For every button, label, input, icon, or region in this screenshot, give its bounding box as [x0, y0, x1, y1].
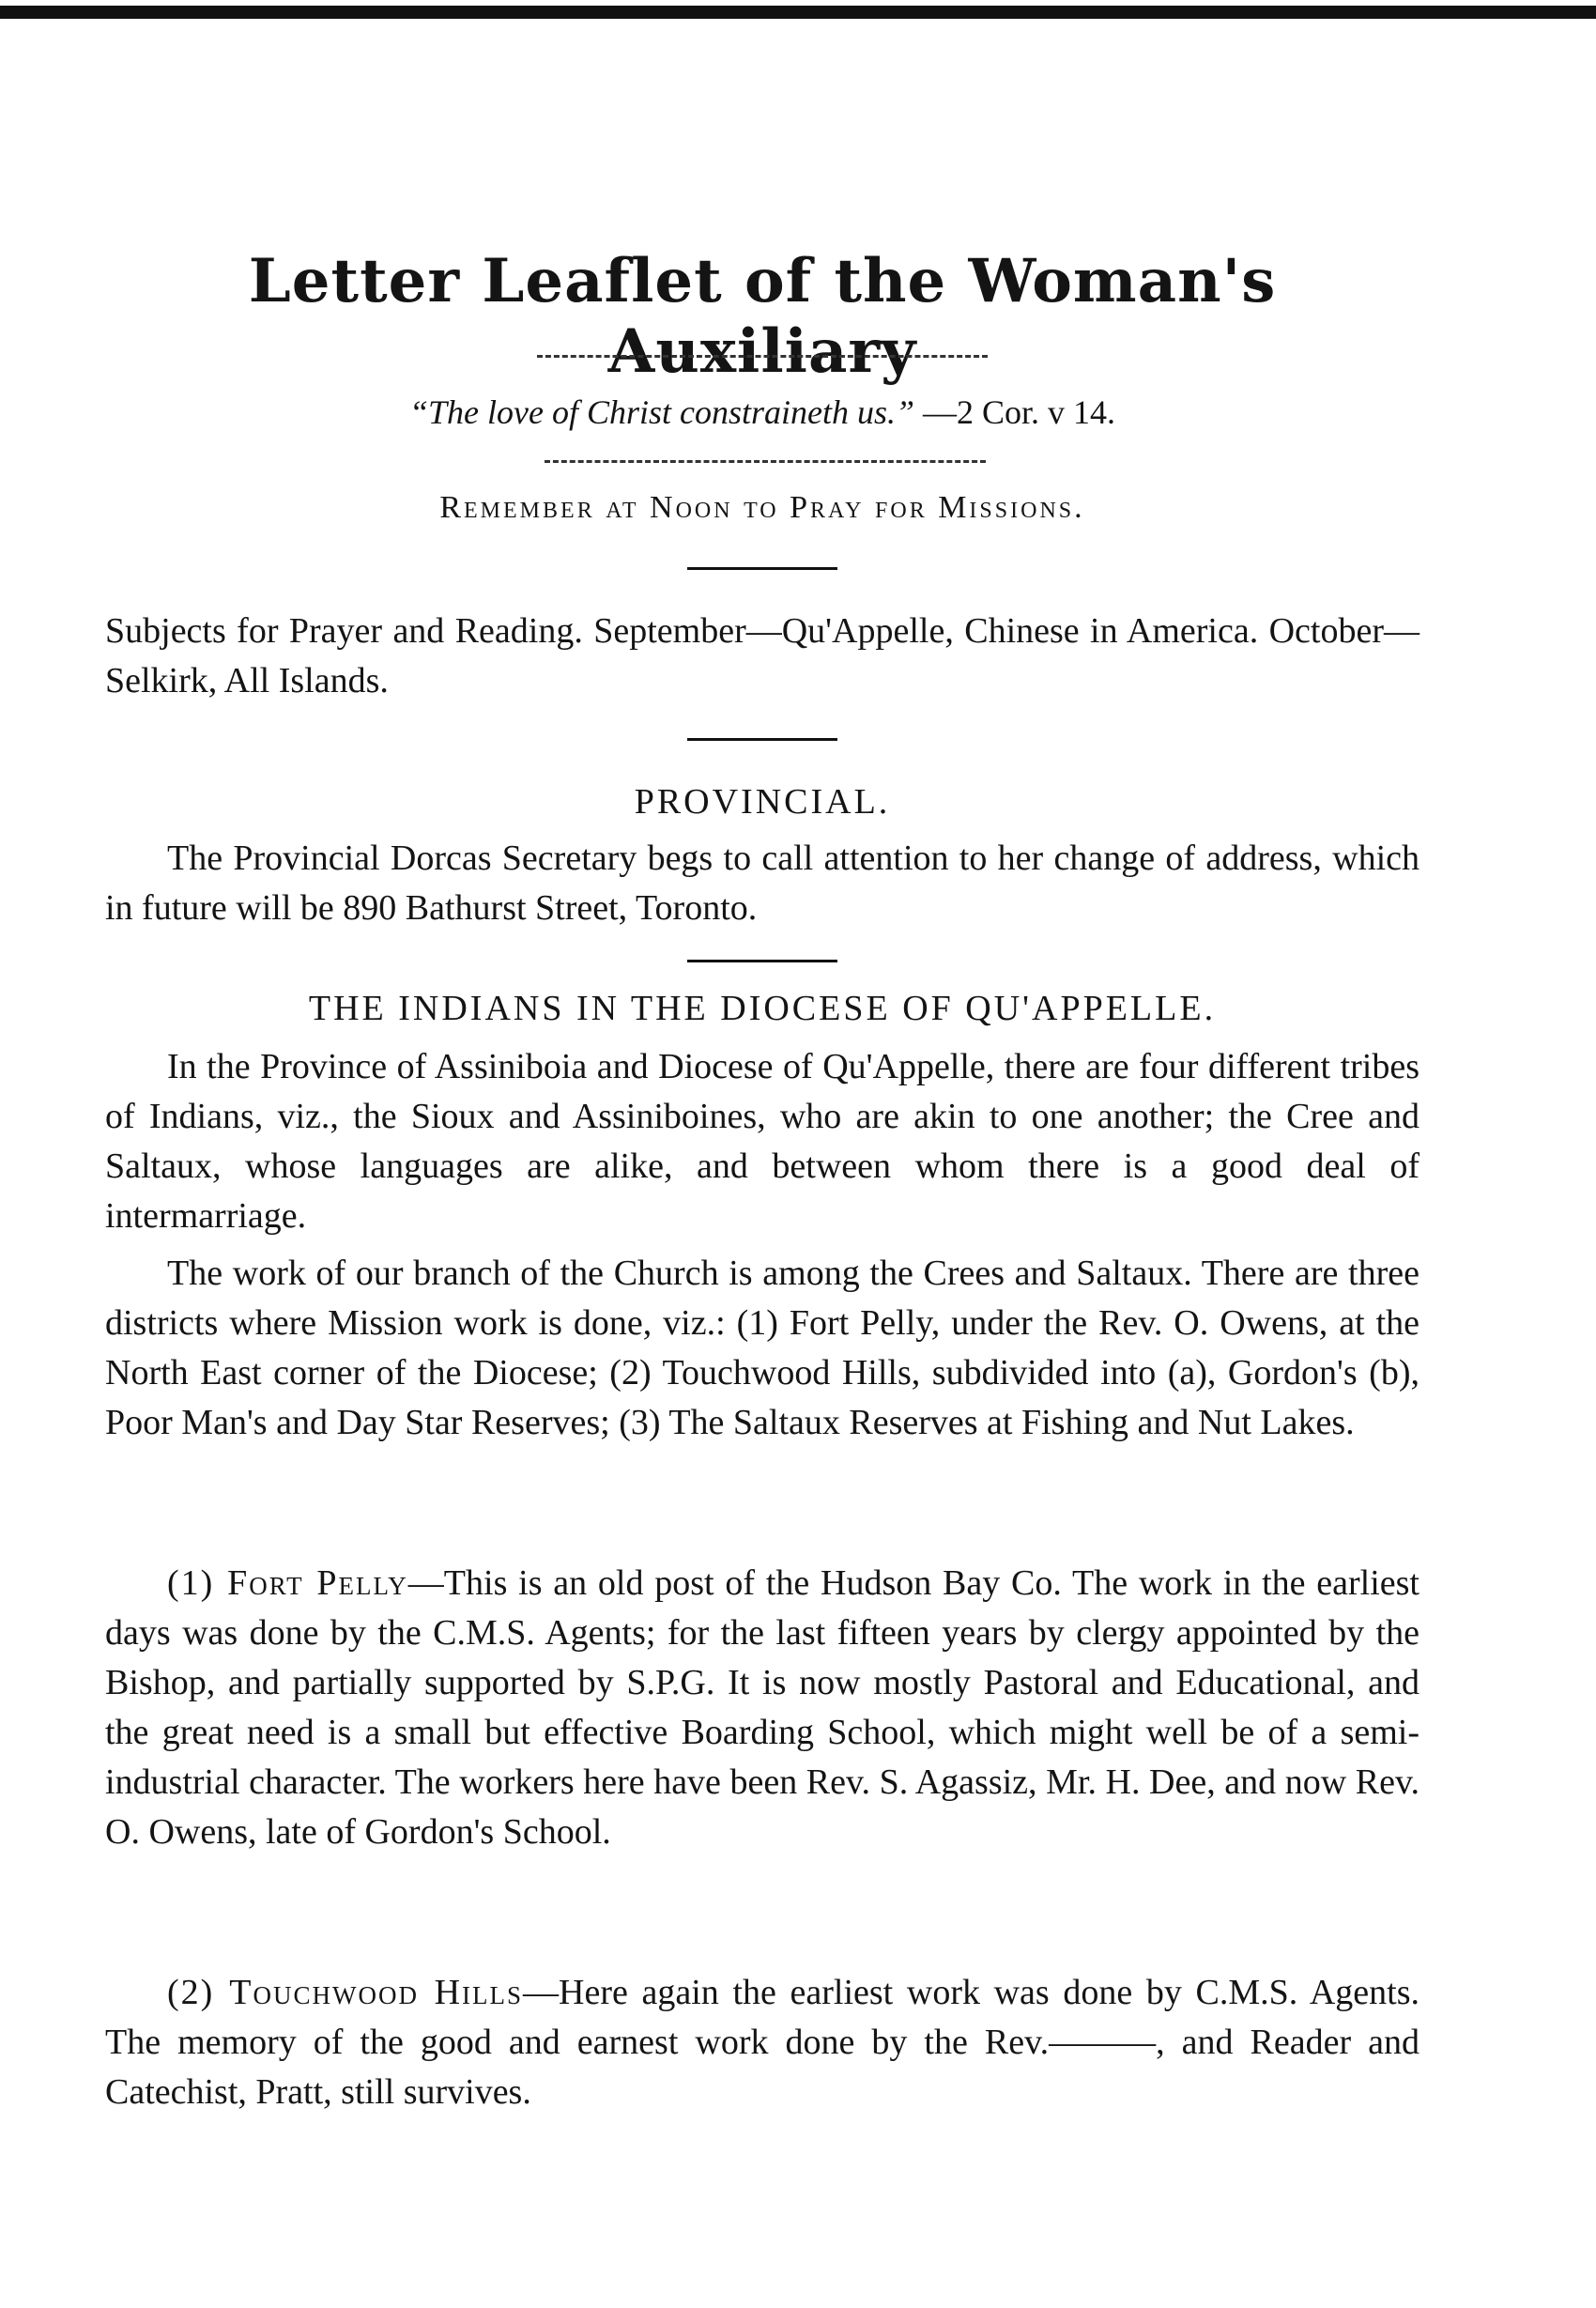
noon-reminder: Remember at Noon to Pray for Missions. — [439, 490, 1085, 525]
title-divider — [537, 355, 988, 358]
fort-pelly-label: (1) Fort Pelly — [167, 1563, 408, 1603]
provincial-heading: PROVINCIAL. — [634, 782, 891, 822]
epigraph-divider — [545, 460, 986, 463]
indians-heading: THE INDIANS IN THE DIOCESE OF QU'APPELLE. — [308, 989, 1217, 1028]
provincial-divider — [687, 960, 837, 962]
indians-paragraph-2: The work of our branch of the Church is among the Crees and Saltaux. There are three districts where Mission work is done, viz.: (1) Fort Pelly, under the Rev. O. Owens, at the North East corner of the Diocese; (2) Touchwood Hills, subdivided into (a), Gordon's (b), Poor Man's and Day Star Reserves; (3) The Saltaux Reserves at Fishing and Nut Lakes. — [105, 1254, 1420, 1442]
indians-paragraph-1: In the Province of Assiniboia and Diocese of Qu'Appelle, there are four different tribes of Indians, viz., the Sioux and Assiniboines, who are akin to one another; the Cree and Saltaux, whose languages are alike, and between whom there is a good deal of intermarriage. — [105, 1047, 1420, 1236]
noon-divider — [687, 567, 837, 570]
fort-pelly-paragraph — [105, 1559, 1420, 1857]
touchwood-hills-text: —Here again the earliest work was done by C.M.S. Agents. The memory of the good and earnest work done by the Rev.———, and Reader and Catechist, Pratt, still survives. — [105, 1973, 1420, 2112]
subjects-divider — [687, 738, 837, 741]
provincial-notice: The Provincial Dorcas Secretary begs to call attention to her change of address, which in future will be 890 Bathurst Street, Toronto. — [105, 839, 1420, 928]
touchwood-hills-paragraph — [105, 1968, 1420, 2117]
touchwood-hills-label: (2) Touchwood Hills — [167, 1973, 524, 2012]
epigraph-reference: —2 Cor. v 14. — [914, 393, 1116, 431]
epigraph — [105, 392, 1420, 432]
prayer-subjects: Subjects for Prayer and Reading. September—Qu'Appelle, Chinese in America. October—Selkirk, All Islands. — [105, 611, 1420, 700]
top-border-rule — [0, 6, 1596, 19]
fort-pelly-text: —This is an old post of the Hudson Bay Co. The work in the earliest days was done by the C.M.S. Agents; for the last fifteen years by clergy appointed by the Bishop, and partially supported by S.P.G. It is now mostly Pastoral and Educational, and the great need is a small but effective Boarding School, which might well be of a semi-industrial character. The workers here have been Rev. S. Agassiz, Mr. H. Dee, and now Rev. O. Owens, late of Gordon's School. — [105, 1563, 1420, 1852]
epigraph-quote: “The love of Christ constraineth us.” — [408, 393, 914, 431]
leaflet-title: Letter Leaflet of the Woman's Auxiliary — [248, 246, 1277, 387]
